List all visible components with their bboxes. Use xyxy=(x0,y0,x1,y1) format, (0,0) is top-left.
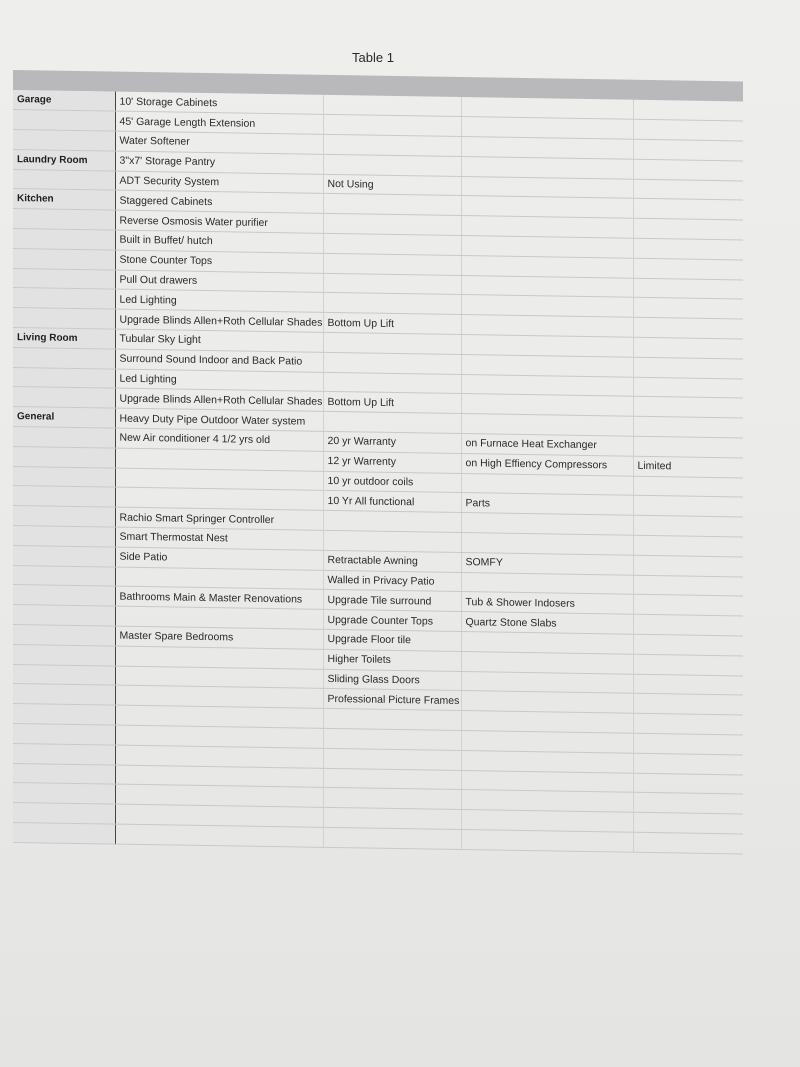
item-cell: Upgrade Blinds Allen+Roth Cellular Shades xyxy=(115,309,323,332)
item-cell: Rachio Smart Springer Controller xyxy=(115,507,323,530)
extra-cell xyxy=(633,614,743,636)
room-cell xyxy=(13,229,115,250)
detail-cell: Upgrade Floor tile xyxy=(323,629,461,651)
extra-cell xyxy=(633,199,743,221)
table-body xyxy=(13,90,743,854)
note-cell xyxy=(461,176,633,198)
detail-cell: Retractable Awning xyxy=(323,550,461,572)
detail-cell xyxy=(323,115,461,137)
room-cell xyxy=(13,130,115,151)
detail-cell: Higher Toilets xyxy=(323,649,461,671)
extra-cell xyxy=(633,278,743,300)
note-cell: on High Effiency Compressors xyxy=(461,453,633,475)
item-cell: Led Lighting xyxy=(115,290,323,313)
room-cell xyxy=(13,506,115,527)
item-cell: Smart Thermostat Nest xyxy=(115,527,323,550)
note-cell xyxy=(461,671,633,693)
note-cell xyxy=(461,394,633,416)
extra-cell xyxy=(633,575,743,597)
detail-cell: Not Using xyxy=(323,174,461,196)
extra-cell xyxy=(633,377,743,399)
room-cell xyxy=(13,486,115,507)
extra-cell xyxy=(633,496,743,518)
room-cell xyxy=(13,664,115,685)
room-cell xyxy=(13,822,115,843)
table-sheet xyxy=(13,70,743,854)
room-cell xyxy=(13,565,115,586)
extra-cell xyxy=(633,238,743,260)
extra-cell: Limited xyxy=(633,456,743,478)
note-cell xyxy=(461,651,633,673)
extra-cell xyxy=(633,515,743,537)
extra-cell xyxy=(633,753,743,775)
extra-cell xyxy=(633,436,743,458)
note-cell xyxy=(461,572,633,594)
extra-cell xyxy=(633,179,743,201)
item-cell: Water Softener xyxy=(115,131,323,154)
room-cell xyxy=(13,743,115,764)
extra-cell xyxy=(633,773,743,795)
item-cell: Tubular Sky Light xyxy=(115,329,323,352)
room-cell xyxy=(13,585,115,606)
room-cell xyxy=(13,110,115,131)
note-cell xyxy=(461,691,633,713)
note-cell: Parts xyxy=(461,493,633,515)
table-title: Table 1 xyxy=(352,50,394,65)
room-cell xyxy=(13,446,115,467)
item-cell: 3"x7' Storage Pantry xyxy=(115,151,323,174)
note-cell xyxy=(461,275,633,297)
extra-cell xyxy=(633,535,743,557)
extra-cell xyxy=(633,416,743,438)
extra-cell xyxy=(633,812,743,834)
note-cell: on Furnace Heat Exchanger xyxy=(461,434,633,456)
room-cell xyxy=(13,763,115,784)
detail-cell xyxy=(323,728,461,750)
room-cell xyxy=(13,625,115,646)
detail-cell: Upgrade Counter Tops xyxy=(323,610,461,632)
detail-cell: 10 yr outdoor coils xyxy=(323,471,461,493)
extra-cell xyxy=(633,476,743,498)
item-cell: Staggered Cabinets xyxy=(115,191,323,214)
item-cell: Master Spare Bedrooms xyxy=(115,626,323,649)
note-cell xyxy=(461,196,633,218)
note-cell xyxy=(461,750,633,772)
extra-cell xyxy=(633,258,743,280)
note-cell xyxy=(461,156,633,178)
room-cell: Kitchen xyxy=(13,189,115,210)
room-cell: Living Room xyxy=(13,328,115,349)
extra-cell xyxy=(633,793,743,815)
item-cell: Bathrooms Main & Master Renovations xyxy=(115,587,323,610)
room-cell xyxy=(13,169,115,190)
extra-cell xyxy=(633,298,743,320)
room-cell: Laundry Room xyxy=(13,149,115,170)
room-cell xyxy=(13,288,115,309)
room-cell xyxy=(13,605,115,626)
note-cell xyxy=(461,711,633,733)
item-cell: Reverse Osmosis Water purifier xyxy=(115,210,323,233)
extra-cell xyxy=(633,694,743,716)
item-cell: Stone Counter Tops xyxy=(115,250,323,273)
detail-cell: Bottom Up Lift xyxy=(323,313,461,335)
room-cell xyxy=(13,783,115,804)
extra-cell xyxy=(633,654,743,676)
extra-cell xyxy=(633,634,743,656)
room-cell xyxy=(13,545,115,566)
detail-cell xyxy=(323,808,461,830)
note-cell xyxy=(461,731,633,753)
extra-cell xyxy=(633,832,743,854)
detail-cell: Walled in Privacy Patio xyxy=(323,570,461,592)
note-cell xyxy=(461,137,633,159)
detail-cell: 20 yr Warranty xyxy=(323,431,461,453)
note-cell xyxy=(461,216,633,238)
item-cell: Side Patio xyxy=(115,547,323,570)
note-cell xyxy=(461,473,633,495)
room-cell xyxy=(13,347,115,368)
note-cell: Tub & Shower Indosers xyxy=(461,592,633,614)
note-cell: Quartz Stone Slabs xyxy=(461,612,633,634)
extra-cell xyxy=(633,397,743,419)
note-cell xyxy=(461,295,633,317)
note-cell xyxy=(461,810,633,832)
extra-cell xyxy=(633,120,743,142)
detail-cell xyxy=(323,253,461,275)
detail-cell: Upgrade Tile surround xyxy=(323,590,461,612)
extra-cell xyxy=(633,219,743,241)
item-cell: 45' Garage Length Extension xyxy=(115,111,323,134)
note-cell xyxy=(461,117,633,139)
detail-cell xyxy=(323,273,461,295)
item-cell: Led Lighting xyxy=(115,369,323,392)
item-cell: Pull Out drawers xyxy=(115,270,323,293)
extra-cell xyxy=(633,337,743,359)
item-cell: 10' Storage Cabinets xyxy=(115,92,323,115)
room-cell: General xyxy=(13,407,115,428)
note-cell xyxy=(461,255,633,277)
note-cell xyxy=(461,335,633,357)
detail-cell: 12 yr Warrenty xyxy=(323,451,461,473)
note-cell: SOMFY xyxy=(461,552,633,574)
note-cell xyxy=(461,632,633,654)
note-cell xyxy=(461,354,633,376)
detail-cell xyxy=(323,352,461,374)
note-cell xyxy=(461,97,633,119)
detail-cell xyxy=(323,788,461,810)
room-cell xyxy=(13,209,115,230)
extra-cell xyxy=(633,100,743,122)
detail-cell xyxy=(323,214,461,236)
room-cell: Garage xyxy=(13,90,115,111)
room-cell xyxy=(13,248,115,269)
extra-cell xyxy=(633,318,743,340)
detail-cell xyxy=(323,233,461,255)
detail-cell xyxy=(323,530,461,552)
room-cell xyxy=(13,724,115,745)
room-cell xyxy=(13,526,115,547)
extra-cell xyxy=(633,713,743,735)
note-cell xyxy=(461,374,633,396)
note-cell xyxy=(461,513,633,535)
detail-cell xyxy=(323,154,461,176)
note-cell xyxy=(461,830,633,852)
note-cell xyxy=(461,315,633,337)
extra-cell xyxy=(633,555,743,577)
item-cell xyxy=(115,824,323,847)
item-cell: Upgrade Blinds Allen+Roth Cellular Shades xyxy=(115,389,323,412)
room-cell xyxy=(13,704,115,725)
detail-cell: Professional Picture Frames xyxy=(323,689,461,711)
room-cell xyxy=(13,308,115,329)
note-cell xyxy=(461,236,633,258)
detail-cell xyxy=(323,332,461,354)
extra-cell xyxy=(633,357,743,379)
extra-cell xyxy=(633,674,743,696)
extra-cell xyxy=(633,159,743,181)
extra-cell xyxy=(633,139,743,161)
room-cell xyxy=(13,367,115,388)
detail-cell xyxy=(323,412,461,434)
item-cell: ADT Security System xyxy=(115,171,323,194)
note-cell xyxy=(461,790,633,812)
detail-cell xyxy=(323,372,461,394)
item-cell: Heavy Duty Pipe Outdoor Water system xyxy=(115,408,323,431)
detail-cell xyxy=(323,709,461,731)
home-features-table xyxy=(13,90,743,854)
room-cell xyxy=(13,684,115,705)
detail-cell xyxy=(323,768,461,790)
detail-cell xyxy=(323,511,461,533)
item-cell: Surround Sound Indoor and Back Patio xyxy=(115,349,323,372)
detail-cell xyxy=(323,827,461,849)
detail-cell: 10 Yr All functional xyxy=(323,491,461,513)
extra-cell xyxy=(633,733,743,755)
item-cell: New Air conditioner 4 1/2 yrs old xyxy=(115,428,323,451)
room-cell xyxy=(13,427,115,448)
detail-cell: Sliding Glass Doors xyxy=(323,669,461,691)
detail-cell xyxy=(323,95,461,117)
room-cell xyxy=(13,466,115,487)
detail-cell: Bottom Up Lift xyxy=(323,392,461,414)
note-cell xyxy=(461,414,633,436)
extra-cell xyxy=(633,595,743,617)
detail-cell xyxy=(323,293,461,315)
room-cell xyxy=(13,268,115,289)
item-cell: Built in Buffet/ hutch xyxy=(115,230,323,253)
note-cell xyxy=(461,533,633,555)
detail-cell xyxy=(323,134,461,156)
note-cell xyxy=(461,770,633,792)
detail-cell xyxy=(323,748,461,770)
room-cell xyxy=(13,387,115,408)
room-cell xyxy=(13,803,115,824)
detail-cell xyxy=(323,194,461,216)
room-cell xyxy=(13,644,115,665)
